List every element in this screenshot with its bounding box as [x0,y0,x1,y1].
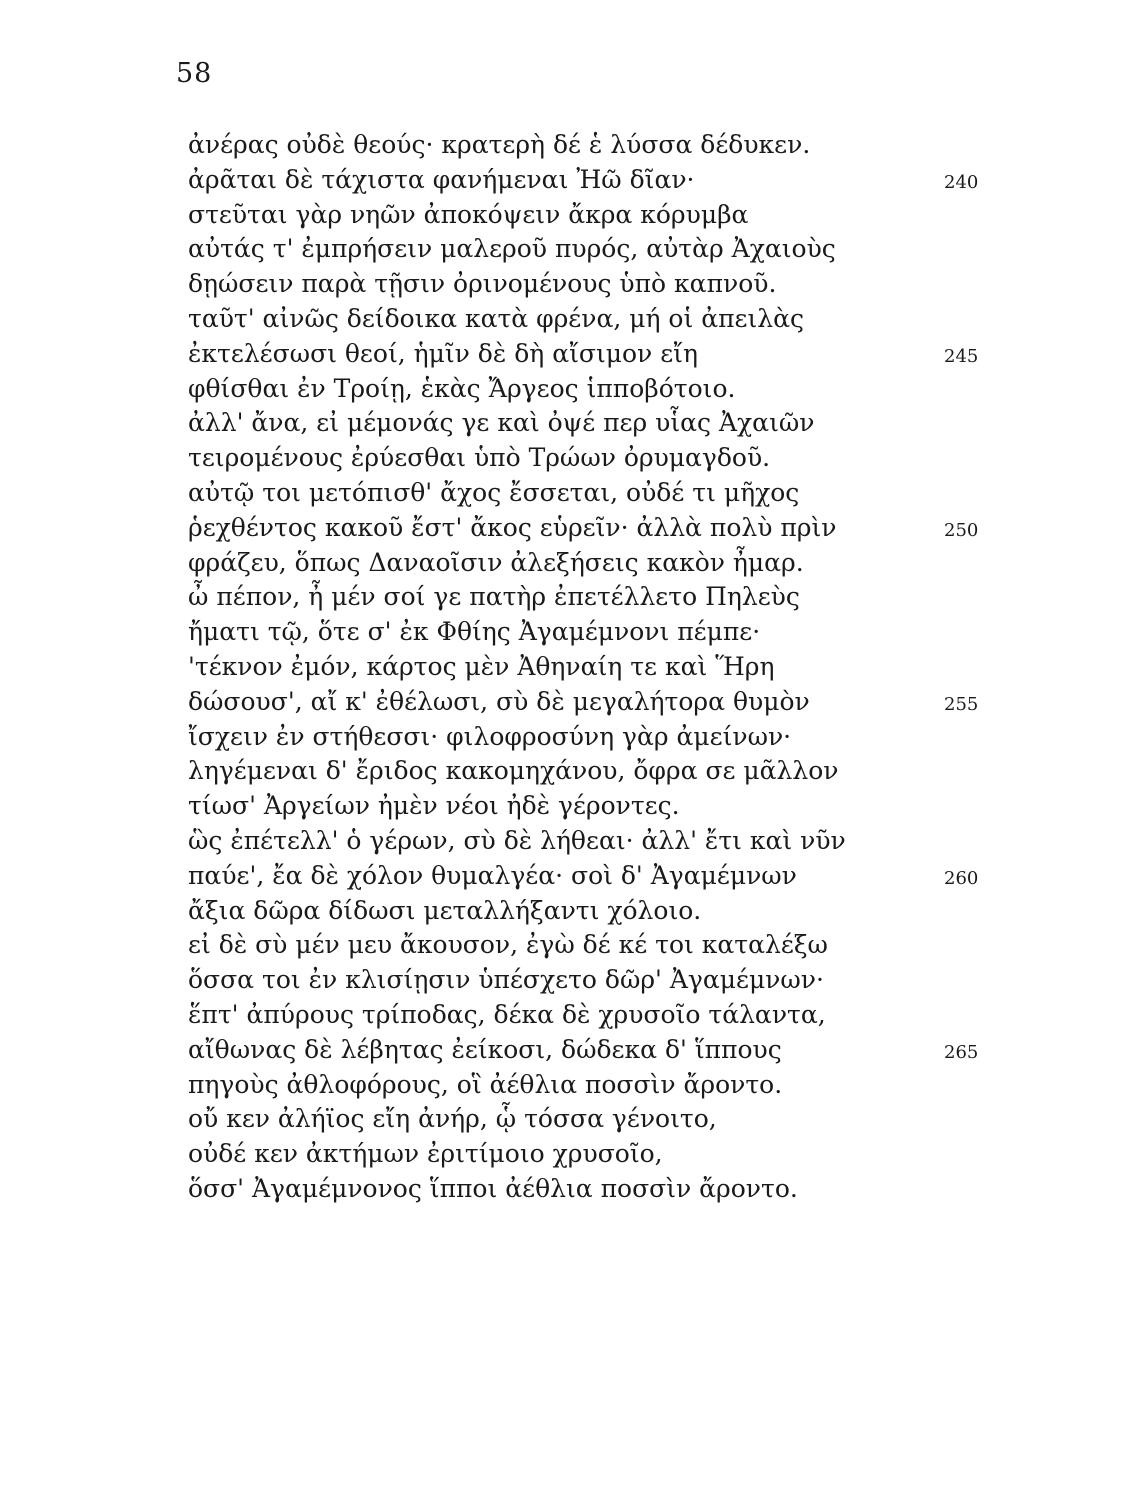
verse-line [188,232,1008,267]
verse-text: ῥεχθέντος κακοῦ ἔστ' ἄκος εὑρεῖν· ἀλλὰ πολὺ πρὶν [188,512,837,542]
verse-line [188,441,1008,476]
verse-line [188,859,1008,894]
verse-text: ἀρᾶται δὲ τάχιστα φανήμεναι Ἠῶ δῖαν· [188,164,695,194]
line-number: 255 [944,693,979,715]
verse-line [188,406,1008,441]
verse-text: ὅσσ' Ἀγαμέμνονος ἵπποι ἀέθλια ποσσὶν ἄροντο. [188,1173,798,1203]
verse-text: δώσουσ', αἴ κ' ἐθέλωσι, σὺ δὲ μεγαλήτορα θυμὸν [188,686,810,716]
verse-text: παύε', ἔα δὲ χόλον θυμαλγέα· σοὶ δ' Ἀγαμέμνων [188,860,797,890]
verse-text: ἀλλ' ἄνα, εἰ μέμονάς γε καὶ ὀψέ περ υἷας Ἀχαιῶν [188,408,815,438]
verse-text: αὐτάς τ' ἐμπρήσειν μαλεροῦ πυρός, αὐτὰρ Ἀχαιοὺς [188,234,836,264]
verse-line [188,615,1008,650]
verse-line [188,1172,1008,1207]
verse-line [188,1102,1008,1137]
verse-line [188,998,1008,1033]
verse-text: ἕπτ' ἀπύρους τρίποδας, δέκα δὲ χρυσοῖο τάλαντα, [188,999,826,1029]
verse-text: τειρομένους ἐρύεσθαι ὑπὸ Τρώων ὀρυμαγδοῦ. [188,443,771,473]
verse-text: ὦ πέπον, ἦ μέν σοί γε πατὴρ ἐπετέλλετο Πηλεὺς [188,582,800,612]
verse-text: ὣς ἐπέτελλ' ὁ γέρων, σὺ δὲ λήθεαι· ἀλλ' ἔτι καὶ νῦν [188,825,846,855]
verse-text: πηγοὺς ἀθλοφόρους, οἳ ἀέθλια ποσσὶν ἄροντο. [188,1069,783,1099]
verse-line [188,511,1008,546]
verse-line [188,963,1008,998]
verse-line [188,163,1008,198]
verse-line [188,546,1008,581]
verse-text: ληγέμεναι δ' ἔριδος κακομηχάνου, ὄφρα σε μᾶλλον [188,756,839,786]
verse-text: εἰ δὲ σὺ μέν μευ ἄκουσον, ἐγὼ δέ κέ τοι καταλέξω [188,930,828,960]
verse-text: ἀνέρας οὐδὲ θεούς· κρατερὴ δέ ἑ λύσσα δέδυκεν. [188,130,811,159]
verse-line [188,894,1008,929]
verse-line [188,337,1008,372]
verse-line [188,720,1008,755]
verse-text: ἐκτελέσωσι θεοί, ἡμῖν δὲ δὴ αἴσιμον εἴη [188,338,698,368]
verse-text: οὔ κεν ἀλήϊος εἴη ἀνήρ, ᾧ τόσσα γένοιτο, [188,1104,717,1134]
line-number: 260 [944,867,979,889]
line-number: 245 [944,345,979,367]
verse-line [188,650,1008,685]
verse-line [188,267,1008,302]
verse-line [188,302,1008,337]
verse-line [188,789,1008,824]
verse-line [188,1068,1008,1103]
verse-text: ἤματι τῷ, ὅτε σ' ἐκ Φθίης Ἀγαμέμνονι πέμπε· [188,617,761,647]
verse-text: φθίσθαι ἐν Τροίῃ, ἑκὰς Ἄργεος ἱπποβότοιο. [188,373,736,403]
verse-block [188,128,1008,1207]
verse-text: αἴθωνας δὲ λέβητας ἐείκοσι, δώδεκα δ' ἵππους [188,1034,782,1064]
verse-text: στεῦται γὰρ νηῶν ἀποκόψειν ἄκρα κόρυμβα [188,199,749,229]
verse-line [188,824,1008,859]
verse-text: ταῦτ' αἰνῶς δείδοικα κατὰ φρένα, μή οἱ ἀπειλὰς [188,303,805,333]
verse-line [188,476,1008,511]
verse-text: ὅσσα τοι ἐν κλισίῃσιν ὑπέσχετο δῶρ' Ἀγαμέμνων· [188,965,824,995]
verse-line [188,580,1008,615]
verse-line [188,1033,1008,1068]
verse-line [188,372,1008,407]
verse-line [188,685,1008,720]
line-number: 265 [944,1041,979,1063]
verse-text: οὐδέ κεν ἀκτήμων ἐριτίμοιο χρυσοῖο, [188,1139,663,1169]
verse-text: ἴσχειν ἐν στήθεσσι· φιλοφροσύνη γὰρ ἀμείνων· [188,721,792,751]
verse-line [188,1137,1008,1172]
verse-line [188,128,1008,163]
verse-text: δῃώσειν παρὰ τῇσιν ὀρινομένους ὑπὸ καπνοῦ. [188,269,777,299]
verse-text: αὐτῷ τοι μετόπισθ' ἄχος ἔσσεται, οὐδέ τι μῆχος [188,477,800,507]
verse-text: φράζευ, ὅπως Δαναοῖσιν ἀλεξήσεις κακὸν ἦμαρ. [188,547,804,577]
line-number: 250 [944,519,979,541]
line-number: 240 [944,171,979,193]
verse-text: 'τέκνον ἐμόν, κάρτος μὲν Ἀθηναίη τε καὶ Ἥρη [188,651,775,681]
verse-line [188,754,1008,789]
verse-line [188,928,1008,963]
verse-line [188,198,1008,233]
verse-text: ἄξια δῶρα δίδωσι μεταλλήξαντι χόλοιο. [188,895,702,925]
page-number: 58 [176,58,213,89]
verse-text: τίωσ' Ἀργείων ἠμὲν νέοι ἠδὲ γέροντες. [188,791,680,821]
